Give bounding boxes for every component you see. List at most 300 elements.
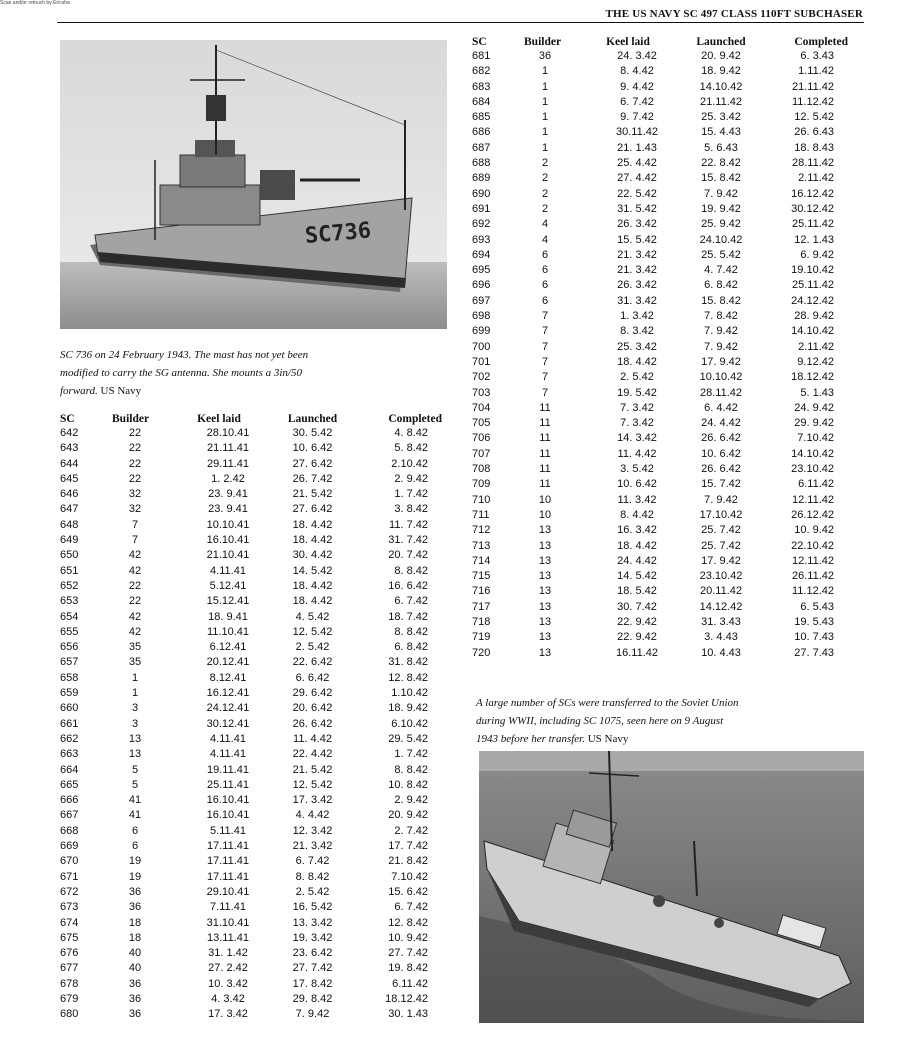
cell-launched: 7. 9.42	[295, 1008, 330, 1021]
scan-credit-note: Scan and/or retouch by Ericsha	[0, 0, 70, 6]
cell-sc-number: 720	[472, 646, 491, 659]
cell-builder: 1	[541, 126, 549, 139]
cell-keel-laid: 19.11.41	[206, 763, 249, 776]
cell-keel-laid: 5.12.41	[209, 579, 247, 592]
table-row	[472, 370, 848, 385]
table-row	[472, 569, 848, 584]
table-row	[472, 431, 848, 446]
table-row	[60, 870, 442, 885]
cell-launched: 2. 5.42	[295, 641, 330, 654]
cell-keel-laid: 31. 1.42	[208, 947, 248, 960]
cell-launched: 18. 4.42	[292, 595, 333, 608]
col-header-builder: Builder	[112, 413, 150, 425]
cell-sc-number: 690	[472, 187, 491, 200]
table-row	[472, 324, 848, 339]
col-header-sc: SC	[60, 413, 75, 425]
cell-sc-number: 695	[472, 264, 491, 277]
cell-completed: 5. 1.43	[800, 386, 834, 399]
cell-completed: 1. 7.42	[394, 488, 428, 501]
cell-sc-number: 670	[60, 855, 79, 868]
table-row	[60, 931, 442, 946]
cell-sc-number: 686	[472, 126, 491, 139]
table-row	[472, 646, 848, 661]
cell-launched: 26. 6.42	[701, 432, 741, 445]
header-rule	[57, 22, 864, 23]
table-row	[472, 49, 848, 64]
cell-keel-laid: 23. 9.41	[208, 488, 248, 501]
cell-completed: 27. 7.43	[794, 646, 834, 659]
cell-sc-number: 717	[472, 600, 491, 613]
cell-sc-number: 702	[472, 371, 491, 384]
cell-builder: 10	[538, 493, 552, 506]
cell-builder: 36	[128, 1008, 142, 1021]
table-row	[472, 477, 848, 492]
table-row	[60, 548, 442, 563]
cell-completed: 6.10.42	[391, 717, 428, 730]
cell-launched: 17. 9.42	[701, 355, 741, 368]
cell-launched: 6. 8.42	[704, 279, 738, 292]
cell-keel-laid: 7. 3.42	[620, 401, 654, 414]
cell-builder: 1	[131, 687, 139, 700]
cell-builder: 3	[131, 717, 139, 730]
cell-builder: 36	[128, 977, 142, 990]
cell-builder: 41	[128, 809, 142, 822]
cell-completed: 18.12.42	[385, 992, 428, 1005]
table-row	[60, 946, 442, 961]
cell-completed: 2.11.42	[798, 172, 834, 185]
cell-sc-number: 706	[472, 432, 491, 445]
table-row	[60, 763, 442, 778]
cell-completed: 6. 5.43	[800, 600, 834, 613]
cell-launched: 4. 7.42	[704, 264, 738, 277]
cell-keel-laid: 11.10.41	[206, 625, 249, 638]
cell-keel-laid: 11. 3.42	[617, 493, 657, 506]
cell-builder: 13	[538, 600, 552, 613]
table-row	[472, 125, 848, 140]
table-row	[472, 278, 848, 293]
running-head: THE US NAVY SC 497 CLASS 110FT SUBCHASER	[605, 8, 863, 20]
cell-sc-number: 692	[472, 218, 491, 231]
table-row	[472, 584, 848, 599]
table-row	[60, 457, 442, 472]
cell-builder: 22	[128, 472, 142, 485]
cell-keel-laid: 4. 3.42	[211, 992, 245, 1005]
table-row	[472, 202, 848, 217]
cell-completed: 2. 9.42	[394, 794, 428, 807]
caption-sc736	[60, 346, 330, 400]
cell-keel-laid: 29.10.41	[206, 885, 250, 898]
cell-keel-laid: 31.10.41	[206, 916, 250, 929]
cell-launched: 27. 6.42	[292, 503, 333, 516]
cell-keel-laid: 18. 4.42	[617, 355, 657, 368]
cell-completed: 17. 7.42	[388, 840, 428, 853]
cell-builder: 5	[131, 778, 139, 791]
cell-completed: 5. 8.42	[394, 442, 428, 455]
cell-completed: 24.12.42	[791, 294, 834, 307]
cell-completed: 26.12.42	[791, 508, 834, 521]
cell-launched: 31. 3.43	[701, 615, 741, 628]
cell-completed: 3. 8.42	[394, 503, 428, 516]
cell-keel-laid: 25. 4.42	[617, 157, 657, 170]
table-row	[472, 386, 848, 401]
cell-launched: 18. 4.42	[292, 518, 333, 531]
cell-keel-laid: 30.12.41	[206, 717, 250, 730]
table-row	[60, 487, 442, 502]
cell-launched: 25. 7.42	[701, 539, 741, 552]
cell-keel-laid: 8. 4.42	[620, 65, 654, 78]
table-row	[60, 502, 442, 517]
cell-launched: 15. 7.42	[701, 478, 741, 491]
cell-builder: 18	[128, 916, 142, 929]
cell-sc-number: 698	[472, 310, 491, 323]
caption-sc736-text: SC 736 on 24 February 1943. The mast has not yet been modified to carry the SG antenna. She mounts a 3in/50 forward.	[60, 349, 309, 397]
cell-sc-number: 648	[60, 518, 79, 531]
cell-launched: 17. 3.42	[292, 794, 333, 807]
cell-keel-laid: 24. 4.42	[617, 554, 657, 567]
cell-builder: 6	[131, 824, 139, 837]
table-row	[472, 340, 848, 355]
col-header-keel-laid: Keel laid	[606, 36, 650, 48]
cell-completed: 12.11.42	[791, 493, 834, 506]
cell-keel-laid: 9. 7.42	[620, 111, 654, 124]
cell-keel-laid: 22. 9.42	[617, 631, 657, 644]
cell-launched: 27. 6.42	[292, 457, 333, 470]
cell-launched: 29. 8.42	[292, 992, 333, 1005]
cell-launched: 7. 9.42	[704, 187, 738, 200]
cell-completed: 2. 9.42	[394, 472, 428, 485]
cell-completed: 12. 5.42	[794, 111, 834, 124]
cell-launched: 25. 9.42	[701, 218, 741, 231]
col-header-launched: Launched	[287, 413, 338, 425]
cell-builder: 1	[541, 111, 549, 124]
cell-builder: 41	[128, 794, 142, 807]
cell-launched: 29. 6.42	[292, 687, 333, 700]
cell-sc-number: 711	[472, 508, 490, 521]
table-row	[60, 854, 442, 869]
cell-completed: 11.12.42	[791, 585, 834, 598]
cell-launched: 5. 6.43	[704, 141, 738, 154]
cell-keel-laid: 24.12.41	[206, 702, 250, 715]
cell-sc-number: 707	[472, 447, 491, 460]
cell-completed: 24. 9.42	[794, 401, 834, 414]
cell-builder: 7	[541, 325, 549, 338]
cell-completed: 25.11.42	[791, 218, 834, 231]
cell-builder: 13	[538, 554, 552, 567]
cell-launched: 26. 7.42	[292, 472, 333, 485]
cell-launched: 18. 4.42	[292, 534, 333, 547]
cell-launched: 12. 5.42	[292, 625, 333, 638]
cell-keel-laid: 18. 5.42	[617, 585, 657, 598]
cell-keel-laid: 4.11.41	[210, 564, 246, 577]
cell-builder: 40	[128, 947, 142, 960]
cell-builder: 42	[128, 564, 142, 577]
table-row	[472, 539, 848, 554]
cell-completed: 31. 7.42	[388, 534, 428, 547]
cell-completed: 6. 7.42	[394, 595, 428, 608]
cell-completed: 18. 9.42	[388, 702, 428, 715]
cell-sc-number: 653	[60, 595, 79, 608]
table-right	[472, 35, 848, 661]
cell-launched: 7. 9.42	[704, 340, 738, 353]
cell-completed: 2.11.42	[798, 340, 834, 353]
cell-builder: 13	[128, 732, 142, 745]
cell-sc-number: 643	[60, 442, 79, 455]
cell-launched: 21. 5.42	[292, 763, 333, 776]
cell-builder: 1	[541, 95, 549, 108]
cell-builder: 6	[541, 264, 549, 277]
cell-launched: 17.10.42	[699, 508, 743, 521]
cell-launched: 10. 4.43	[701, 646, 741, 659]
cell-builder: 22	[128, 457, 142, 470]
cell-builder: 11	[539, 432, 551, 445]
caption-sc1075	[476, 694, 746, 748]
cell-completed: 30. 1.43	[388, 1008, 428, 1021]
cell-launched: 22. 8.42	[701, 157, 741, 170]
cell-sc-number: 700	[472, 340, 491, 353]
cell-keel-laid: 8. 4.42	[620, 508, 654, 521]
cell-keel-laid: 26. 3.42	[617, 218, 657, 231]
cell-completed: 10. 9.42	[388, 931, 428, 944]
cell-completed: 28. 9.42	[794, 310, 834, 323]
cell-sc-number: 664	[60, 763, 79, 776]
cell-keel-laid: 3. 5.42	[620, 463, 654, 476]
cell-sc-number: 652	[60, 579, 79, 592]
table-row	[472, 416, 848, 431]
cell-builder: 11	[539, 417, 551, 430]
cell-keel-laid: 11. 4.42	[617, 447, 657, 460]
cell-builder: 22	[128, 427, 142, 439]
cell-builder: 13	[128, 748, 142, 761]
cell-completed: 16. 6.42	[388, 579, 428, 592]
cell-builder: 13	[538, 646, 552, 659]
cell-launched: 4. 4.42	[295, 809, 330, 822]
cell-keel-laid: 25.11.41	[206, 778, 249, 791]
cell-completed: 14.10.42	[791, 447, 834, 460]
cell-launched: 25. 3.42	[701, 111, 741, 124]
cell-builder: 7	[541, 371, 549, 384]
cell-keel-laid: 7.11.41	[210, 901, 246, 914]
col-header-builder: Builder	[524, 36, 562, 48]
cell-builder: 36	[538, 50, 552, 62]
cell-keel-laid: 22. 9.42	[617, 615, 657, 628]
cell-launched: 24.10.42	[699, 233, 743, 246]
cell-sc-number: 694	[472, 248, 491, 261]
cell-launched: 21. 3.42	[292, 840, 333, 853]
col-header-launched: Launched	[696, 36, 746, 48]
cell-keel-laid: 10.10.41	[206, 518, 250, 531]
table-row	[472, 171, 848, 186]
cell-completed: 19. 8.42	[388, 962, 428, 975]
cell-launched: 6. 6.42	[295, 671, 330, 684]
table-row	[472, 462, 848, 477]
cell-launched: 24. 4.42	[701, 417, 741, 430]
cell-sc-number: 691	[472, 202, 491, 215]
table-row	[60, 732, 442, 747]
table-row	[60, 961, 442, 976]
cell-completed: 29. 5.42	[388, 732, 428, 745]
cell-sc-number: 677	[60, 962, 79, 975]
cell-completed: 8. 8.42	[394, 625, 428, 638]
table-row	[472, 600, 848, 615]
cell-launched: 17. 8.42	[292, 977, 333, 990]
cell-keel-laid: 17.11.41	[206, 840, 249, 853]
cell-sc-number: 713	[472, 539, 491, 552]
cell-keel-laid: 18. 9.41	[208, 610, 248, 623]
cell-builder: 2	[541, 187, 549, 200]
table-row	[472, 355, 848, 370]
cell-builder: 22	[128, 442, 142, 455]
cell-launched: 7. 9.42	[704, 325, 738, 338]
cell-launched: 7. 9.42	[704, 493, 738, 506]
cell-sc-number: 679	[60, 992, 79, 1005]
cell-builder: 36	[128, 992, 142, 1005]
cell-sc-number: 688	[472, 157, 491, 170]
cell-keel-laid: 17. 3.42	[208, 1008, 248, 1021]
cell-builder: 11	[539, 447, 551, 460]
cell-launched: 30. 5.42	[292, 427, 333, 439]
cell-keel-laid: 10. 6.42	[617, 478, 657, 491]
cell-completed: 9.12.42	[797, 355, 834, 368]
table-row	[472, 110, 848, 125]
cell-keel-laid: 8.12.41	[209, 671, 247, 684]
cell-builder: 2	[541, 202, 549, 215]
cell-sc-number: 649	[60, 534, 79, 547]
cell-sc-number: 714	[472, 554, 491, 567]
cell-launched: 10. 6.42	[292, 442, 333, 455]
col-header-keel-laid: Keel laid	[197, 413, 241, 425]
table-row	[60, 594, 442, 609]
cell-launched: 14.10.42	[699, 80, 743, 93]
cell-builder: 13	[538, 585, 552, 598]
table-row	[60, 808, 442, 823]
cell-sc-number: 705	[472, 417, 491, 430]
cell-builder: 7	[131, 518, 139, 531]
cell-keel-laid: 1. 2.42	[211, 472, 245, 485]
cell-keel-laid: 18. 4.42	[617, 539, 657, 552]
table-row	[60, 717, 442, 732]
cell-sc-number: 673	[60, 901, 79, 914]
cell-keel-laid: 25. 3.42	[617, 340, 657, 353]
table-row	[60, 686, 442, 701]
cell-builder: 11	[539, 478, 551, 491]
cell-sc-number: 683	[472, 80, 491, 93]
table-left	[60, 412, 442, 1023]
cell-completed: 10. 9.42	[794, 524, 834, 537]
cell-keel-laid: 20.12.41	[206, 656, 250, 669]
table-row	[60, 900, 442, 915]
cell-launched: 7. 8.42	[704, 310, 738, 323]
cell-builder: 7	[541, 310, 549, 323]
cell-builder: 1	[541, 80, 549, 93]
cell-builder: 13	[538, 631, 552, 644]
cell-completed: 29. 9.42	[794, 417, 834, 430]
cell-keel-laid: 31. 5.42	[617, 202, 657, 215]
cell-keel-laid: 17.11.41	[206, 870, 249, 883]
cell-sc-number: 671	[60, 870, 79, 883]
col-header-sc: SC	[472, 36, 487, 48]
table-row	[472, 447, 848, 462]
table-row	[60, 625, 442, 640]
cell-sc-number: 668	[60, 824, 79, 837]
table-row	[60, 472, 442, 487]
cell-launched: 15. 8.42	[701, 172, 741, 185]
cell-builder: 7	[541, 340, 549, 353]
cell-builder: 13	[538, 570, 552, 583]
table-row	[472, 233, 848, 248]
cell-builder: 19	[128, 870, 142, 883]
cell-launched: 20. 9.42	[701, 50, 741, 62]
cell-sc-number: 669	[60, 840, 79, 853]
cell-keel-laid: 9. 4.42	[620, 80, 654, 93]
cell-sc-number: 712	[472, 524, 491, 537]
caption-sc736-credit: US Navy	[100, 385, 142, 397]
cell-launched: 4. 5.42	[295, 610, 330, 623]
cell-completed: 4. 8.42	[394, 427, 428, 439]
cell-launched: 25. 7.42	[701, 524, 741, 537]
cell-completed: 6. 8.42	[394, 641, 428, 654]
cell-sc-number: 660	[60, 702, 79, 715]
cell-launched: 17. 9.42	[701, 554, 741, 567]
hull-number-sc736: SC736	[303, 218, 373, 250]
cell-completed: 10. 7.43	[794, 631, 834, 644]
table-row	[472, 263, 848, 278]
table-row	[472, 64, 848, 79]
cell-completed: 19.10.42	[791, 264, 834, 277]
cell-builder: 42	[128, 610, 142, 623]
table-row	[472, 80, 848, 95]
table-row	[60, 778, 442, 793]
cell-completed: 7.10.42	[797, 432, 834, 445]
cell-sc-number: 661	[60, 717, 79, 730]
cell-completed: 1. 7.42	[394, 748, 428, 761]
cell-keel-laid: 6.12.41	[209, 641, 247, 654]
cell-keel-laid: 21.10.41	[206, 549, 250, 562]
cell-builder: 1	[131, 671, 139, 684]
table-row	[60, 518, 442, 533]
cell-launched: 3. 4.43	[704, 631, 738, 644]
cell-launched: 26. 6.42	[701, 463, 741, 476]
cell-keel-laid: 16.10.41	[206, 794, 250, 807]
cell-completed: 21.11.42	[791, 80, 834, 93]
cell-keel-laid: 16.10.41	[206, 534, 250, 547]
photo-sc1075	[479, 751, 864, 1023]
cell-sc-number: 672	[60, 885, 79, 898]
cell-keel-laid: 15.12.41	[206, 595, 250, 608]
cell-keel-laid: 22. 5.42	[617, 187, 657, 200]
cell-completed: 8. 8.42	[394, 763, 428, 776]
cell-completed: 18.12.42	[791, 371, 834, 384]
table-row	[472, 141, 848, 156]
cell-sc-number: 645	[60, 472, 79, 485]
cell-completed: 7.10.42	[391, 870, 428, 883]
caption-sc1075-credit: US Navy	[587, 733, 629, 745]
cell-sc-number: 656	[60, 641, 79, 654]
table-row	[60, 977, 442, 992]
cell-sc-number: 658	[60, 671, 79, 684]
cell-launched: 2. 5.42	[295, 885, 330, 898]
table-row	[472, 217, 848, 232]
cell-builder: 1	[541, 141, 549, 154]
cell-completed: 6. 3.43	[800, 50, 834, 62]
cell-completed: 27. 7.42	[388, 947, 428, 960]
cell-sc-number: 655	[60, 625, 79, 638]
cell-sc-number: 657	[60, 656, 79, 669]
cell-completed: 2.10.42	[391, 457, 428, 470]
cell-launched: 8. 8.42	[295, 870, 330, 883]
cell-sc-number: 684	[472, 95, 491, 108]
cell-sc-number: 644	[60, 457, 79, 470]
cell-launched: 25. 5.42	[701, 248, 741, 261]
